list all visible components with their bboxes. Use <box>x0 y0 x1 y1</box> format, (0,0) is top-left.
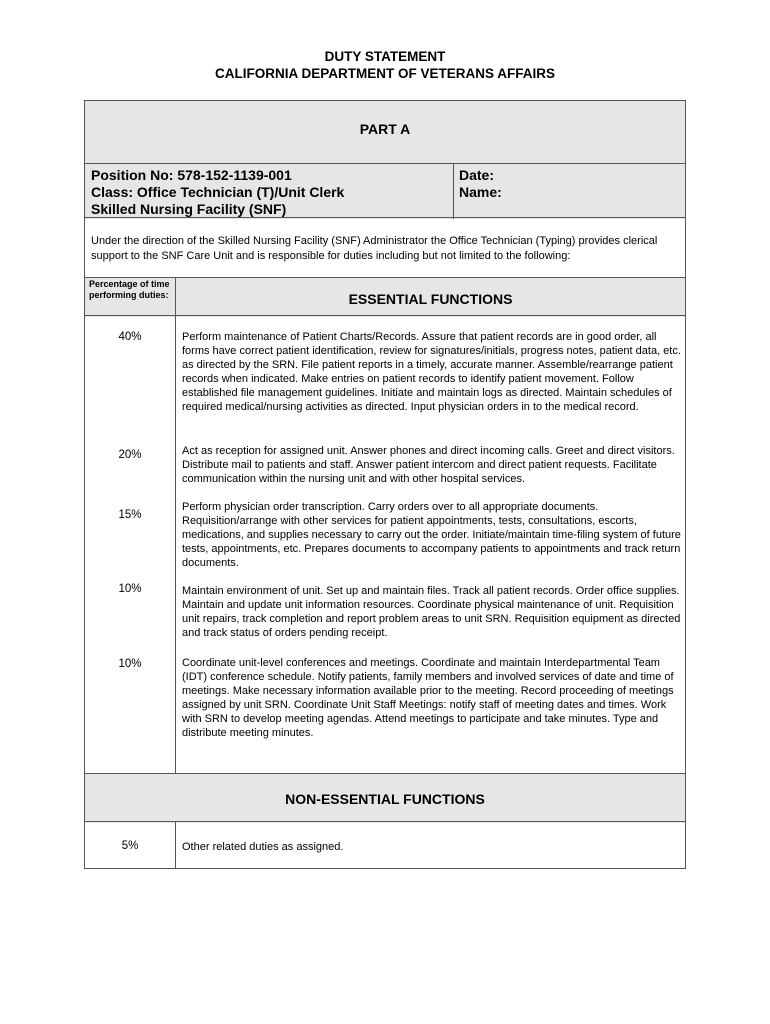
position-info-row <box>84 163 686 219</box>
name-label: Name: <box>459 184 502 200</box>
duty-description: Maintain environment of unit. Set up and maintain files. Track all patient records. Order office supplies. Maintain and update unit information resources. Coordinate physical maintenance of unit. Requisition unit repairs, track completion and report problem areas to unit SRN. Requisition equipment as directed and track status of orders pending receipt. <box>182 585 681 639</box>
document-title: DUTY STATEMENT <box>324 49 446 64</box>
duty-description: Other related duties as assigned. <box>182 841 344 853</box>
duty-percentage: 40% <box>118 331 142 343</box>
duty-percentage: 5% <box>121 840 139 852</box>
duty-percentage: 15% <box>118 509 142 521</box>
duty-description: Perform maintenance of Patient Charts/Records. Assure that patient records are in good order, all forms have correct patient identification, review for signatures/initials, progress notes, patient data, etc. as directed by the SRN. File patient reports in a timely, accurate manner. Assemble/rearrange patient records when indicated. Make entries on patient records to identify patient movement. Follow established file management guidelines. Initiate and maintain logs as directed. Maintain schedules of required medical/nursing activities as directed. Input physician orders in to the medical record. <box>182 331 681 413</box>
position-number: Position No: 578-152-1139-001 <box>91 167 292 183</box>
position-unit: Skilled Nursing Facility (SNF) <box>91 201 287 217</box>
duty-description: Coordinate unit-level conferences and meetings. Coordinate and maintain Interdepartmental Team (IDT) conference schedule. Notify patients, family members and involved services of date and time of meetings. Make necessary information available prior to the meeting. Record proceeding of meetings assigned by unit SRN. Coordinate Unit Staff Meetings: notify staff of meeting dates and times. Work with SRN to develop meeting agendas. Attend meetings to participate and take minutes. Type and distribute meeting minutes. <box>182 657 674 739</box>
column-divider <box>175 316 176 775</box>
non-essential-functions-title: NON-ESSENTIAL FUNCTIONS <box>285 791 485 807</box>
duty-description: Act as reception for assigned unit. Answer phones and direct incoming calls. Greet and direct visitors. Distribute mail to patients and staff. Answer patient intercom and direct patient requests. Facilitate communication within the nursing unit and with other hospital services. <box>182 445 675 485</box>
part-a-label: PART A <box>359 121 411 137</box>
department-name: CALIFORNIA DEPARTMENT OF VETERANS AFFAIRS <box>215 66 555 81</box>
non-essential-functions-body <box>84 821 686 869</box>
part-a-header <box>84 100 686 165</box>
duty-percentage: 10% <box>118 583 142 595</box>
duty-percentage: 10% <box>118 658 142 670</box>
essential-functions-title: ESSENTIAL FUNCTIONS <box>348 291 513 307</box>
intro-section <box>84 217 686 279</box>
percentage-column-header: Percentage of time performing duties: <box>89 279 170 300</box>
duty-percentage: 20% <box>118 449 142 461</box>
non-essential-functions-header <box>84 773 686 823</box>
duty-description: Perform physician order transcription. Carry orders over to all appropriate documents. Requisition/arrange with other services for patient appointments, tests, consultations, escorts, medications, and supplies necessary to carry out the order. Initiate/maintain time-filing system of future tests, appointments, etc. Prepares documents to accompany patients to appointments and track return documents. <box>182 501 681 569</box>
essential-functions-header <box>84 277 686 317</box>
date-label: Date: <box>459 167 495 183</box>
column-divider <box>175 822 176 868</box>
essential-functions-body <box>84 315 686 775</box>
intro-text: Under the direction of the Skilled Nursing Facility (SNF) Administrator the Office Technician (Typing) provides clerical support to the SNF Care Unit and is responsible for duties including but not limited to the following: <box>91 235 658 262</box>
position-class: Class: Office Technician (T)/Unit Clerk <box>91 184 345 200</box>
